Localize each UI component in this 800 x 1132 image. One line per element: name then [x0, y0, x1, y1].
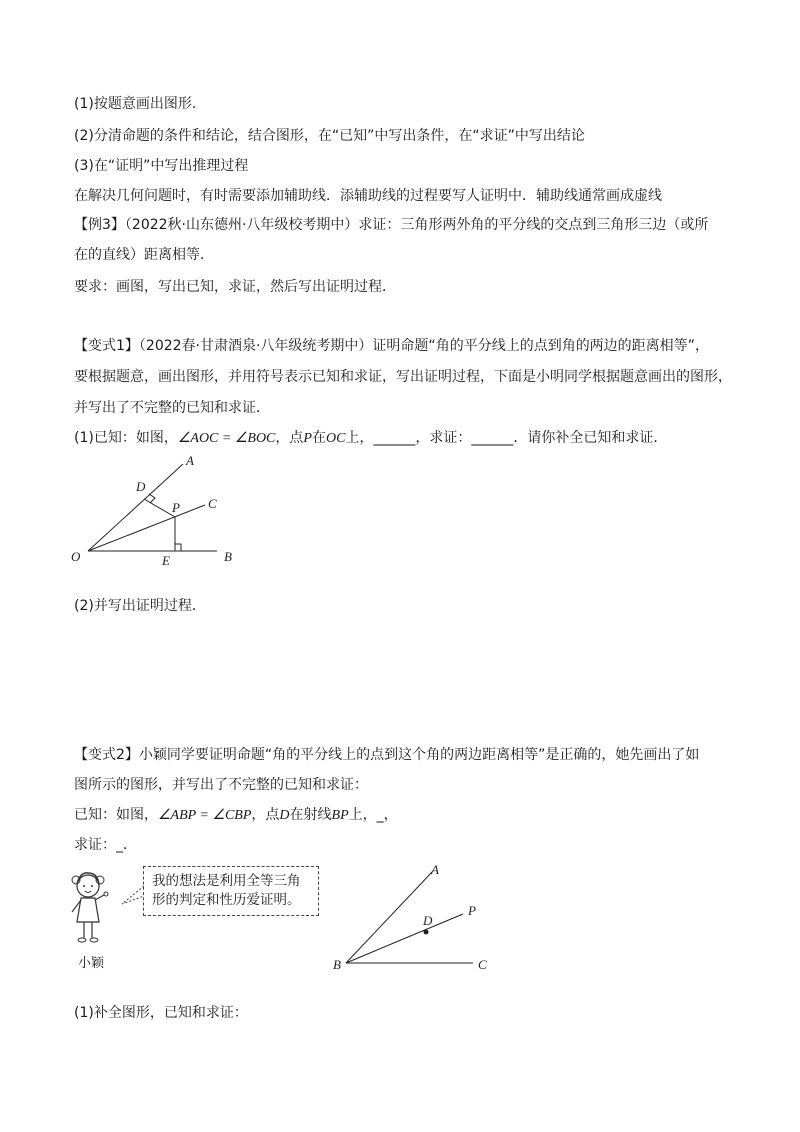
- fig2-label-P: P: [468, 903, 476, 918]
- fig2-label-B: B: [333, 957, 341, 972]
- v1-mid2: 在: [311, 430, 326, 446]
- v1-known-pre: (1)已知：如图，: [74, 430, 178, 446]
- variant2-known: [74, 806, 398, 825]
- fig1-label-E: E: [162, 553, 170, 568]
- fig1-label-C: C: [208, 496, 217, 511]
- v2-point: D: [279, 808, 290, 823]
- girl-name-label: 小颖: [78, 956, 105, 971]
- variant2-question-1: (1)补全图形，已知和求证：: [74, 1005, 248, 1021]
- line-step-3: (3)在“证明”中写出推理过程: [74, 158, 249, 174]
- fig1-label-O: O: [71, 549, 81, 564]
- line-step-2: (2)分清命题的条件和结论，结合图形，在“已知”中写出条件，在“求证”中写出结论: [74, 128, 585, 144]
- v2-ray: BP: [331, 808, 349, 823]
- fig2-label-D: D: [423, 913, 433, 928]
- v1-angle-eq: ∠AOC = ∠BOC: [177, 431, 276, 446]
- fig1-label-P: P: [172, 500, 180, 515]
- fig2-label-C: C: [478, 957, 487, 972]
- line-aux-note: 在解决几何问题时，有时需要添加辅助线．添辅助线的过程要写人证明中．辅助线通常画成虚线: [74, 188, 662, 204]
- v2-known-pre: 已知：如图，: [74, 807, 158, 823]
- v1-mid1: ，点: [275, 430, 304, 446]
- variant2-line1: 【变式2】小颖同学要证明命题“角的平分线上的点到这个角的两边距离相等”是正确的，她先画出了如: [74, 747, 700, 763]
- variant1-line1: 【变式1】（2022春·甘肃酒泉·八年级统考期中）证明命题“角的平分线上的点到角的两边的距离相等”，: [74, 338, 709, 354]
- v2-mid3: 上，_，: [348, 807, 398, 823]
- variant2-prove: 求证：_．: [74, 837, 137, 853]
- variant1-line2: 要根据题意，画出图形，并用符号表示已知和求证，写出证明过程，下面是小明同学根据题意画出的图形，: [74, 369, 732, 385]
- variant2-line2: 图所示的图形，并写出了不完整的已知和求证：: [74, 777, 368, 793]
- fig2-label-A: A: [431, 862, 439, 877]
- figure-angle-bisector-1: [60, 455, 260, 570]
- girl-illustration: [66, 868, 122, 948]
- example3-requirement: 要求：画图，写出已知，求证，然后写出证明过程．: [74, 279, 396, 295]
- fig1-label-A: A: [186, 455, 194, 468]
- example3-line1: 【例3】（2022秋·山东德州·八年级校考期中）求证：三角形两外角的平分线的交点到三角形三边（或所: [74, 217, 709, 233]
- speech-bubble: 我的想法是利用全等三角形的判定和性历爱证明。: [143, 866, 319, 916]
- variant1-proof-prompt: (2)并写出证明过程．: [74, 598, 206, 614]
- v1-point: P: [303, 431, 312, 446]
- variant1-line3: 并写出了不完整的已知和求证．: [74, 400, 270, 416]
- fig1-label-D: D: [136, 479, 146, 494]
- example3-line2: 在的直线）距离相等．: [74, 247, 214, 263]
- v2-mid1: ，点: [251, 807, 280, 823]
- v1-ray: OC: [325, 431, 346, 446]
- v2-mid2: 在射线: [289, 807, 332, 823]
- line-step-1: (1)按题意画出图形.: [74, 96, 197, 112]
- v1-mid3: 上，______，求证：______．请你补全已知和求证．: [345, 430, 668, 446]
- variant1-known: [74, 429, 667, 448]
- v2-angle-eq: ∠ABP = ∠CBP: [158, 808, 252, 823]
- fig1-label-B: B: [224, 549, 232, 564]
- figure-angle-bisector-2: [325, 858, 500, 978]
